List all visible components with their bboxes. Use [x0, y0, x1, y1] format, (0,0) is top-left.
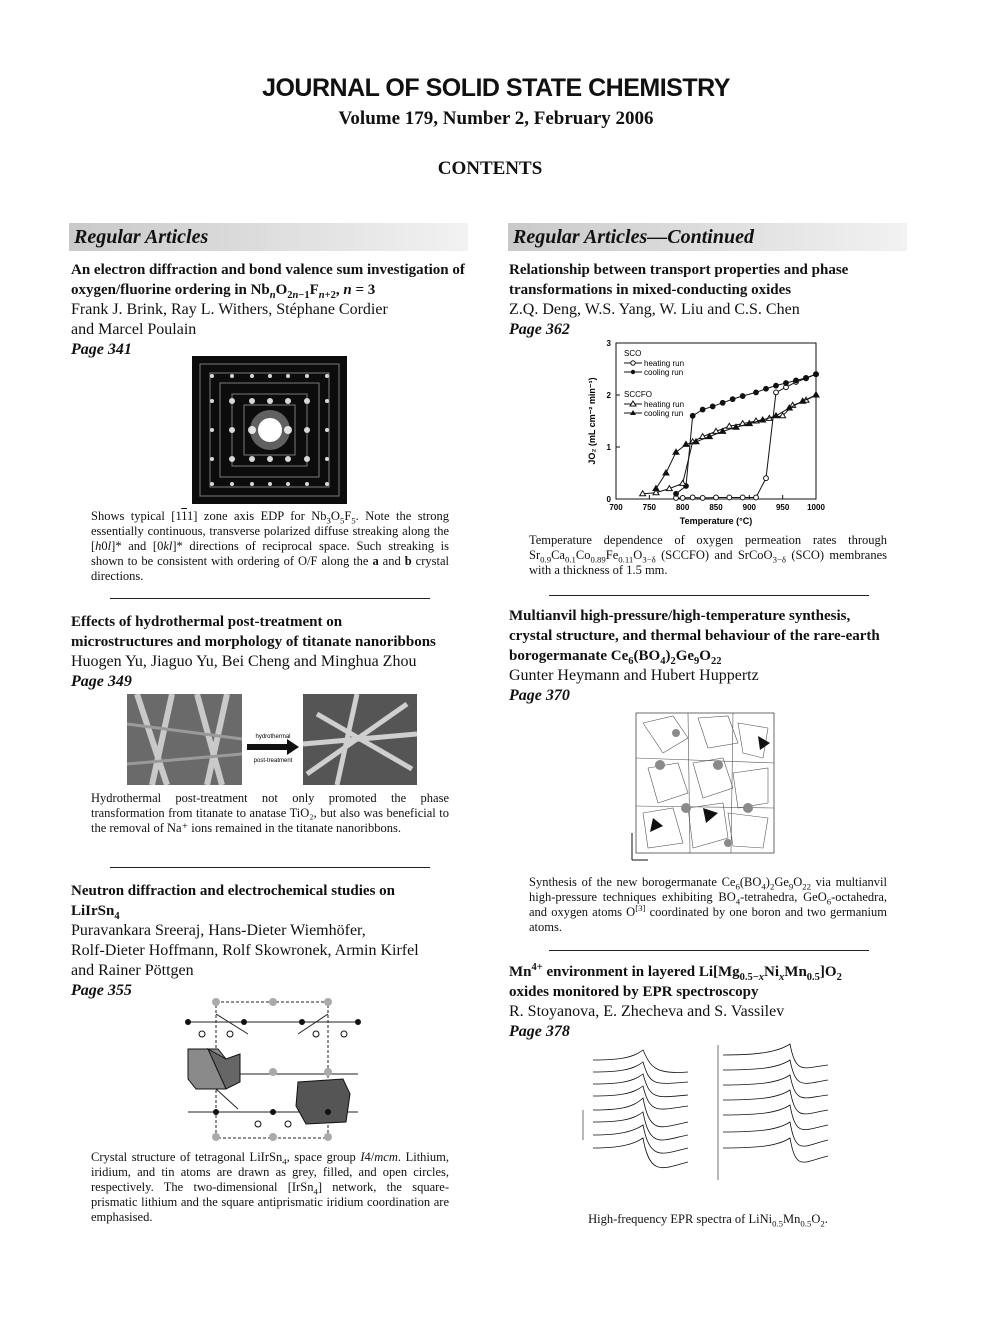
article-title-cont[interactable]: crystal structure, and thermal behaviour of the rare-earth	[509, 628, 880, 644]
data-point-1-11	[784, 381, 789, 386]
separator-rule	[549, 595, 869, 596]
article-authors: Z.Q. Deng, W.S. Yang, W. Liu and C.S. Chen	[509, 301, 800, 318]
data-point-1-3	[700, 407, 705, 412]
article-362[interactable]	[509, 260, 929, 340]
article-370[interactable]	[509, 606, 929, 706]
data-point-1-7	[740, 394, 745, 399]
data-point-1-8	[754, 390, 759, 395]
article-341[interactable]	[71, 260, 471, 360]
contents-heading: CONTENTS	[437, 158, 543, 179]
separator-rule	[110, 598, 430, 599]
data-point-1-9	[764, 386, 769, 391]
y-tick-label: 2	[606, 391, 611, 400]
article-page[interactable]: Page 355	[71, 982, 132, 999]
article-authors-cont: Rolf-Dieter Hoffmann, Rolf Skowronek, Armin Kirfel	[71, 942, 419, 959]
epr-spectra-image	[578, 1040, 840, 1202]
data-point-1-10	[774, 383, 779, 388]
article-authors-cont: and Rainer Pöttgen	[71, 962, 194, 979]
image-label-1: hydrothermal	[255, 734, 291, 740]
article-355[interactable]	[71, 881, 481, 1001]
series-line-1	[676, 374, 816, 494]
data-point-3-1	[663, 470, 669, 475]
legend-group-sco: SCO	[624, 349, 642, 358]
borogermanate-structure-image	[628, 708, 778, 866]
separator-rule	[549, 950, 869, 951]
data-point-0-3	[700, 496, 705, 501]
image-label-2: post-treatment	[253, 758, 293, 764]
legend-marker-open-circle	[631, 361, 635, 365]
data-point-0-9	[774, 390, 779, 395]
data-point-0-5	[727, 495, 732, 500]
legend-label-sccfo-cooling: cooling run	[644, 409, 684, 418]
data-point-0-1	[680, 496, 685, 501]
x-axis-label: Temperature (°C)	[679, 516, 753, 526]
data-point-1-14	[814, 372, 819, 377]
article-authors-cont: and Marcel Poulain	[71, 321, 197, 338]
section-regular-articles: Regular Articles	[69, 223, 468, 251]
article-authors: Frank J. Brink, Ray L. Withers, Stéphane Cordier	[71, 301, 388, 318]
article-page[interactable]: Page 341	[71, 341, 132, 358]
data-point-0-8	[764, 476, 769, 481]
article-authors: Huogen Yu, Jiaguo Yu, Bei Cheng and Minghua Zhou	[71, 653, 417, 670]
article-349[interactable]	[71, 612, 481, 692]
data-point-3-0	[653, 486, 659, 491]
y-tick-label: 3	[606, 339, 611, 348]
y-tick-label: 1	[606, 443, 611, 452]
data-point-1-5	[720, 400, 725, 405]
legend-label-sccfo-heating: heating run	[644, 400, 685, 409]
oxygen-permeation-chart	[580, 337, 840, 529]
data-point-0-4	[714, 495, 719, 500]
y-axis-label: JO₂ (mL cm⁻² min⁻¹)	[587, 377, 597, 465]
article-page[interactable]: Page 378	[509, 1023, 570, 1040]
article-378[interactable]	[509, 962, 929, 1042]
data-point-1-2	[690, 413, 695, 418]
separator-rule	[110, 867, 430, 868]
data-point-0-2	[690, 495, 695, 500]
article-title[interactable]: Effects of hydrothermal post-treatment on	[71, 614, 343, 630]
x-tick-label: 1000	[807, 503, 825, 512]
x-tick-label: 800	[675, 503, 690, 512]
data-point-1-6	[730, 397, 735, 402]
x-tick-label: 900	[742, 503, 757, 512]
journal-title: JOURNAL OF SOLID STATE CHEMISTRY	[262, 74, 730, 102]
article-page[interactable]: Page 349	[71, 673, 132, 690]
x-tick-label: 950	[775, 503, 790, 512]
figure-caption: Shows typical [111] zone axis EDP for $Nb_3O_5F_5$. Note the strong essentially continuous, transverse polarized diffuse streaking along the [h0l]* and [0kl]* directions of reciprocal space. Such streaking is shown to be consistent with ordering of O/F along the a and b crystal directions.	[91, 509, 450, 583]
nanoribbon-sem-images	[127, 694, 417, 785]
series-line-0	[676, 374, 816, 498]
figure-caption: Temperature dependence of oxygen permeation rates through $Sr_{0.9}Ca_{0.1}Co_{0.89}Fe_{0.11}O_{3-\delta}$ (SCCFO) and SrCoO$_{3-\delta}$ (SCO) membranes with a thickness of 1.5 mm.	[529, 533, 887, 577]
article-authors: R. Stoyanova, E. Zhecheva and S. Vassilev	[509, 1003, 785, 1020]
figure-caption: High-frequency EPR spectra of $LiNi_{0.5}Mn_{0.5}O_2$.	[588, 1212, 828, 1229]
data-point-0-6	[740, 495, 745, 500]
article-page[interactable]: Page 370	[509, 687, 570, 704]
legend-label-sco-heating: heating run	[644, 359, 685, 368]
article-title-cont[interactable]: transformations in mixed-conducting oxides	[509, 282, 792, 298]
data-point-0-7	[754, 495, 759, 500]
data-point-1-4	[710, 404, 715, 409]
x-tick-label: 850	[709, 503, 723, 512]
article-title[interactable]: $Mn^{4+}$ environment in layered $Li[Mg_{0.5-x}Ni_xMn_{0.5}]O_2$	[509, 962, 842, 983]
legend-group-sccfo: SCCFO	[624, 390, 652, 399]
article-title[interactable]: Relationship between transport properties and phase	[509, 262, 849, 278]
crystal-structure-image	[178, 994, 368, 1144]
data-point-1-0	[674, 491, 679, 496]
section-regular-articles-continued: Regular Articles—Continued	[508, 223, 907, 251]
article-title[interactable]: An electron diffraction and bond valence sum investigation of oxygen/fluorine ordering in $Nb_nO_{2n-1}F_{n+2}$, n = 3	[71, 262, 465, 301]
article-page[interactable]: Page 362	[509, 321, 570, 338]
data-point-3-13	[813, 392, 819, 397]
issue-info: Volume 179, Number 2, February 2006	[338, 108, 654, 129]
article-title-formula[interactable]: borogermanate $Ce_6(BO_4)_2Ge_9O_{22}$	[509, 648, 722, 667]
article-title-cont[interactable]: oxides monitored by EPR spectroscopy	[509, 984, 759, 1000]
y-tick-label: 0	[606, 495, 611, 504]
legend-marker-filled-circle	[631, 370, 635, 374]
diffraction-pattern-image	[192, 356, 347, 504]
article-title-cont[interactable]: microstructures and morphology of titanate nanoribbons	[71, 634, 436, 650]
article-authors: Gunter Heymann and Hubert Huppertz	[509, 667, 759, 684]
legend-label-sco-cooling: cooling run	[644, 368, 684, 377]
article-title[interactable]: Neutron diffraction and electrochemical studies on LiIrSn$_4$	[71, 883, 396, 922]
data-point-1-13	[804, 375, 809, 380]
article-title[interactable]: Multianvil high-pressure/high-temperature synthesis,	[509, 608, 851, 624]
x-tick-label: 700	[609, 503, 623, 512]
figure-caption: Synthesis of the new borogermanate $Ce_6(BO_4)_2Ge_9O_{22}$ via multianvil high-pressure techniques exhibiting $BO_4$-tetrahedra, GeO$_6$-octahedra, and oxygen atoms O[3] coordinated by one boron and two germanium atoms.	[529, 875, 888, 934]
figure-caption: Hydrothermal post-treatment not only promoted the phase transformation from titanate to anatase TiO₂, but also was beneficial to the removal of Na⁺ ions remained in the titanate nanoribbons.	[91, 791, 449, 835]
figure-caption: Crystal structure of tetragonal LiIrSn$_4$, space group I4/mcm. Lithium, iridium, and tin atoms are drawn as grey, filled, and open circles, respectively. The two-dimensional [IrSn$_4$] network, the square-prismatic lithium and the square antiprismatic iridium coordination are emphasised.	[91, 1150, 449, 1224]
data-point-2-3	[680, 480, 686, 485]
data-point-1-12	[794, 378, 799, 383]
article-authors: Puravankara Sreeraj, Hans-Dieter Wiemhöfer,	[71, 922, 366, 939]
x-tick-label: 750	[642, 503, 657, 512]
